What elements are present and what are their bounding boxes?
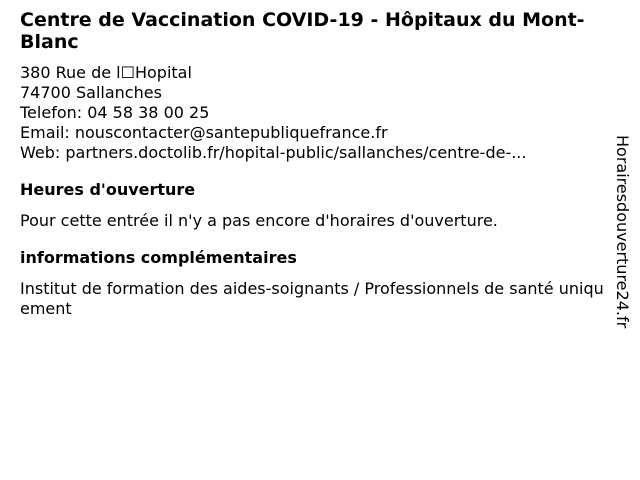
listing-content (20, 9, 620, 319)
site-watermark: Horairesdouverture24.fr (613, 135, 632, 329)
additional-info-text: Institut de formation des aides-soignants / Professionnels de santé uniquement (20, 279, 604, 318)
opening-hours-heading: Heures d'ouverture (20, 180, 196, 199)
opening-hours-text: Pour cette entrée il n'y a pas encore d'horaires d'ouverture. (20, 211, 498, 230)
web-link[interactable]: Web: partners.doctolib.fr/hopital-public/sallanches/centre-de-... (20, 143, 527, 162)
additional-info-heading: informations complémentaires (20, 248, 297, 267)
phone-number[interactable]: Telefon: 04 58 38 00 25 (20, 103, 210, 122)
address-city: 74700 Sallanches (20, 83, 162, 102)
page-title: Centre de Vaccination COVID-19 - Hôpitaux du Mont-Blanc (20, 9, 585, 53)
address-street: 380 Rue de l☐Hopital (20, 63, 192, 82)
contact-block (20, 63, 620, 163)
email-link[interactable]: Email: nouscontacter@santepubliquefrance.fr (20, 123, 388, 142)
